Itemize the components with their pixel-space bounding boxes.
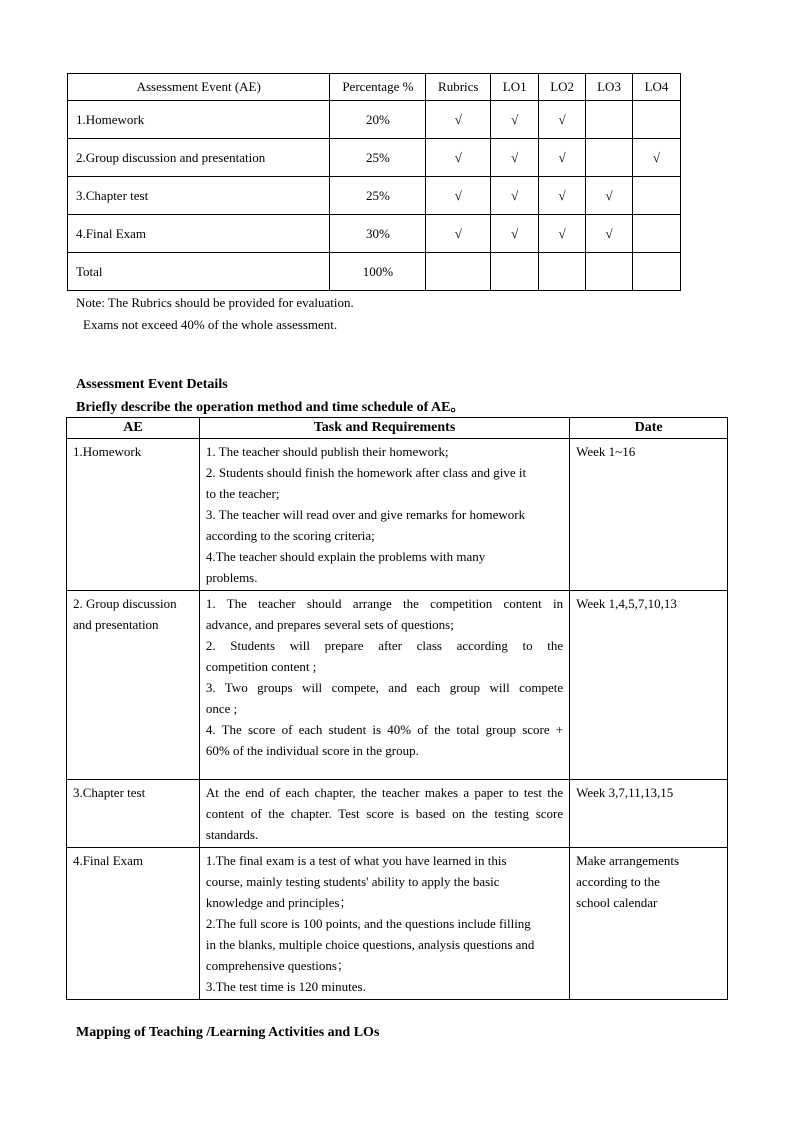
table-header-row xyxy=(68,74,681,101)
check-cell xyxy=(426,253,491,291)
table-row xyxy=(68,139,681,177)
task-cell xyxy=(199,780,569,848)
table-row xyxy=(67,780,728,848)
text-line: course, mainly testing students' ability to apply the basic xyxy=(205,874,500,889)
check-cell xyxy=(586,101,633,139)
ae-cell xyxy=(67,780,200,848)
text-line: to the teacher; xyxy=(205,486,280,501)
assessment-details-table xyxy=(66,417,728,1000)
date-cell xyxy=(570,439,728,591)
text-line: problems. xyxy=(205,570,258,585)
text-line: in the blanks, multiple choice questions, analysis questions and xyxy=(205,937,535,952)
table-row xyxy=(67,439,728,591)
text-line: Week 1,4,5,7,10,13 xyxy=(576,596,677,611)
table-row xyxy=(67,848,728,1000)
text-line: Week 1~16 xyxy=(576,444,636,459)
column-header: LO3 xyxy=(586,74,633,101)
ae-cell xyxy=(67,439,200,591)
table-row xyxy=(67,591,728,780)
text-line: 4.Final Exam xyxy=(73,853,144,868)
text-line: 1. The teacher should arrange the competition content in xyxy=(205,596,564,611)
column-header: Rubrics xyxy=(426,74,491,101)
check-cell xyxy=(633,215,681,253)
text-line: 1.Homework xyxy=(73,444,142,459)
column-header: Task and Requirements xyxy=(199,418,569,439)
column-header: Date xyxy=(570,418,728,439)
check-cell: √ xyxy=(633,139,681,177)
column-header: Percentage % xyxy=(330,74,426,101)
check-cell xyxy=(633,253,681,291)
text-line: 4. The score of each student is 40% of the total group score + xyxy=(205,722,564,737)
check-cell: √ xyxy=(586,177,633,215)
check-cell: √ xyxy=(491,139,539,177)
percentage-cell: 25% xyxy=(330,177,426,215)
check-cell: √ xyxy=(539,101,586,139)
check-cell xyxy=(586,139,633,177)
note-rubrics: Note: The Rubrics should be provided for evaluation. xyxy=(76,295,354,310)
task-cell xyxy=(199,848,569,1000)
check-cell: √ xyxy=(491,215,539,253)
column-header: LO1 xyxy=(491,74,539,101)
section-subheading: Briefly describe the operation method and time schedule of AE。 xyxy=(76,400,465,415)
text-line: 1. The teacher should publish their homework; xyxy=(205,444,449,459)
task-cell xyxy=(199,439,569,591)
table-row xyxy=(68,101,681,139)
text-line: advance, and prepares several sets of questions; xyxy=(205,617,454,632)
check-cell xyxy=(633,177,681,215)
column-header: AE xyxy=(67,418,200,439)
column-header: LO2 xyxy=(539,74,586,101)
check-cell: √ xyxy=(426,101,491,139)
text-line: 2.The full score is 100 points, and the questions include filling xyxy=(205,916,531,931)
text-line: comprehensive questions； xyxy=(205,958,350,973)
text-line: 1.The final exam is a test of what you have learned in this xyxy=(205,853,507,868)
check-cell xyxy=(491,253,539,291)
percentage-cell: 20% xyxy=(330,101,426,139)
check-cell: √ xyxy=(426,215,491,253)
ae-cell xyxy=(67,848,200,1000)
text-line: once ; xyxy=(205,701,238,716)
event-cell: 1.Homework xyxy=(68,101,330,139)
task-cell xyxy=(199,591,569,780)
text-line: 3.The test time is 120 minutes. xyxy=(205,979,366,994)
column-header: LO4 xyxy=(633,74,681,101)
text-line: 3. Two groups will compete, and each group will compete xyxy=(205,680,564,695)
text-line: 60% of the individual score in the group. xyxy=(205,743,419,758)
mapping-heading: Mapping of Teaching /Learning Activities and LOs xyxy=(76,1025,380,1040)
check-cell xyxy=(633,101,681,139)
date-cell xyxy=(570,780,728,848)
event-cell: 4.Final Exam xyxy=(68,215,330,253)
text-line: and presentation xyxy=(73,617,159,632)
table-row xyxy=(68,253,681,291)
text-line: standards. xyxy=(205,827,259,842)
check-cell: √ xyxy=(491,177,539,215)
check-cell: √ xyxy=(539,215,586,253)
text-line: 3. The teacher will read over and give remarks for homework xyxy=(205,507,526,522)
text-line: 4.The teacher should explain the problems with many xyxy=(205,549,486,564)
text-line: school calendar xyxy=(576,895,658,910)
check-cell: √ xyxy=(426,139,491,177)
check-cell xyxy=(539,253,586,291)
table-row xyxy=(68,215,681,253)
note-exams: Exams not exceed 40% of the whole assessment. xyxy=(83,317,338,332)
text-line: 3.Chapter test xyxy=(73,785,146,800)
text-line: according to the xyxy=(576,874,660,889)
percentage-cell: 25% xyxy=(330,139,426,177)
event-cell: 2.Group discussion and presentation xyxy=(68,139,330,177)
check-cell: √ xyxy=(426,177,491,215)
table-row xyxy=(68,177,681,215)
check-cell: √ xyxy=(491,101,539,139)
text-line: knowledge and principles； xyxy=(205,895,353,910)
text-line: At the end of each chapter, the teacher makes a paper to test the xyxy=(205,785,564,800)
text-line: competition content ; xyxy=(205,659,317,674)
table-header-row xyxy=(67,418,728,439)
text-line: Make arrangements xyxy=(576,853,680,868)
text-line: 2. Group discussion xyxy=(73,596,177,611)
text-line: 2. Students will prepare after class according to the xyxy=(205,638,564,653)
check-cell: √ xyxy=(586,215,633,253)
date-cell xyxy=(570,848,728,1000)
text-line: content of the chapter. Test score is based on the testing score xyxy=(205,806,564,821)
check-cell: √ xyxy=(539,177,586,215)
percentage-cell: 30% xyxy=(330,215,426,253)
ae-cell xyxy=(67,591,200,780)
column-header: Assessment Event (AE) xyxy=(68,74,330,101)
section-heading: Assessment Event Details xyxy=(76,377,228,392)
check-cell xyxy=(586,253,633,291)
event-cell: 3.Chapter test xyxy=(68,177,330,215)
date-cell xyxy=(570,591,728,780)
event-cell: Total xyxy=(68,253,330,291)
text-line: 2. Students should finish the homework after class and give it xyxy=(205,465,527,480)
check-cell: √ xyxy=(539,139,586,177)
percentage-cell: 100% xyxy=(330,253,426,291)
text-line: Week 3,7,11,13,15 xyxy=(576,785,674,800)
assessment-weights-table xyxy=(67,73,681,291)
text-line: according to the scoring criteria; xyxy=(205,528,375,543)
